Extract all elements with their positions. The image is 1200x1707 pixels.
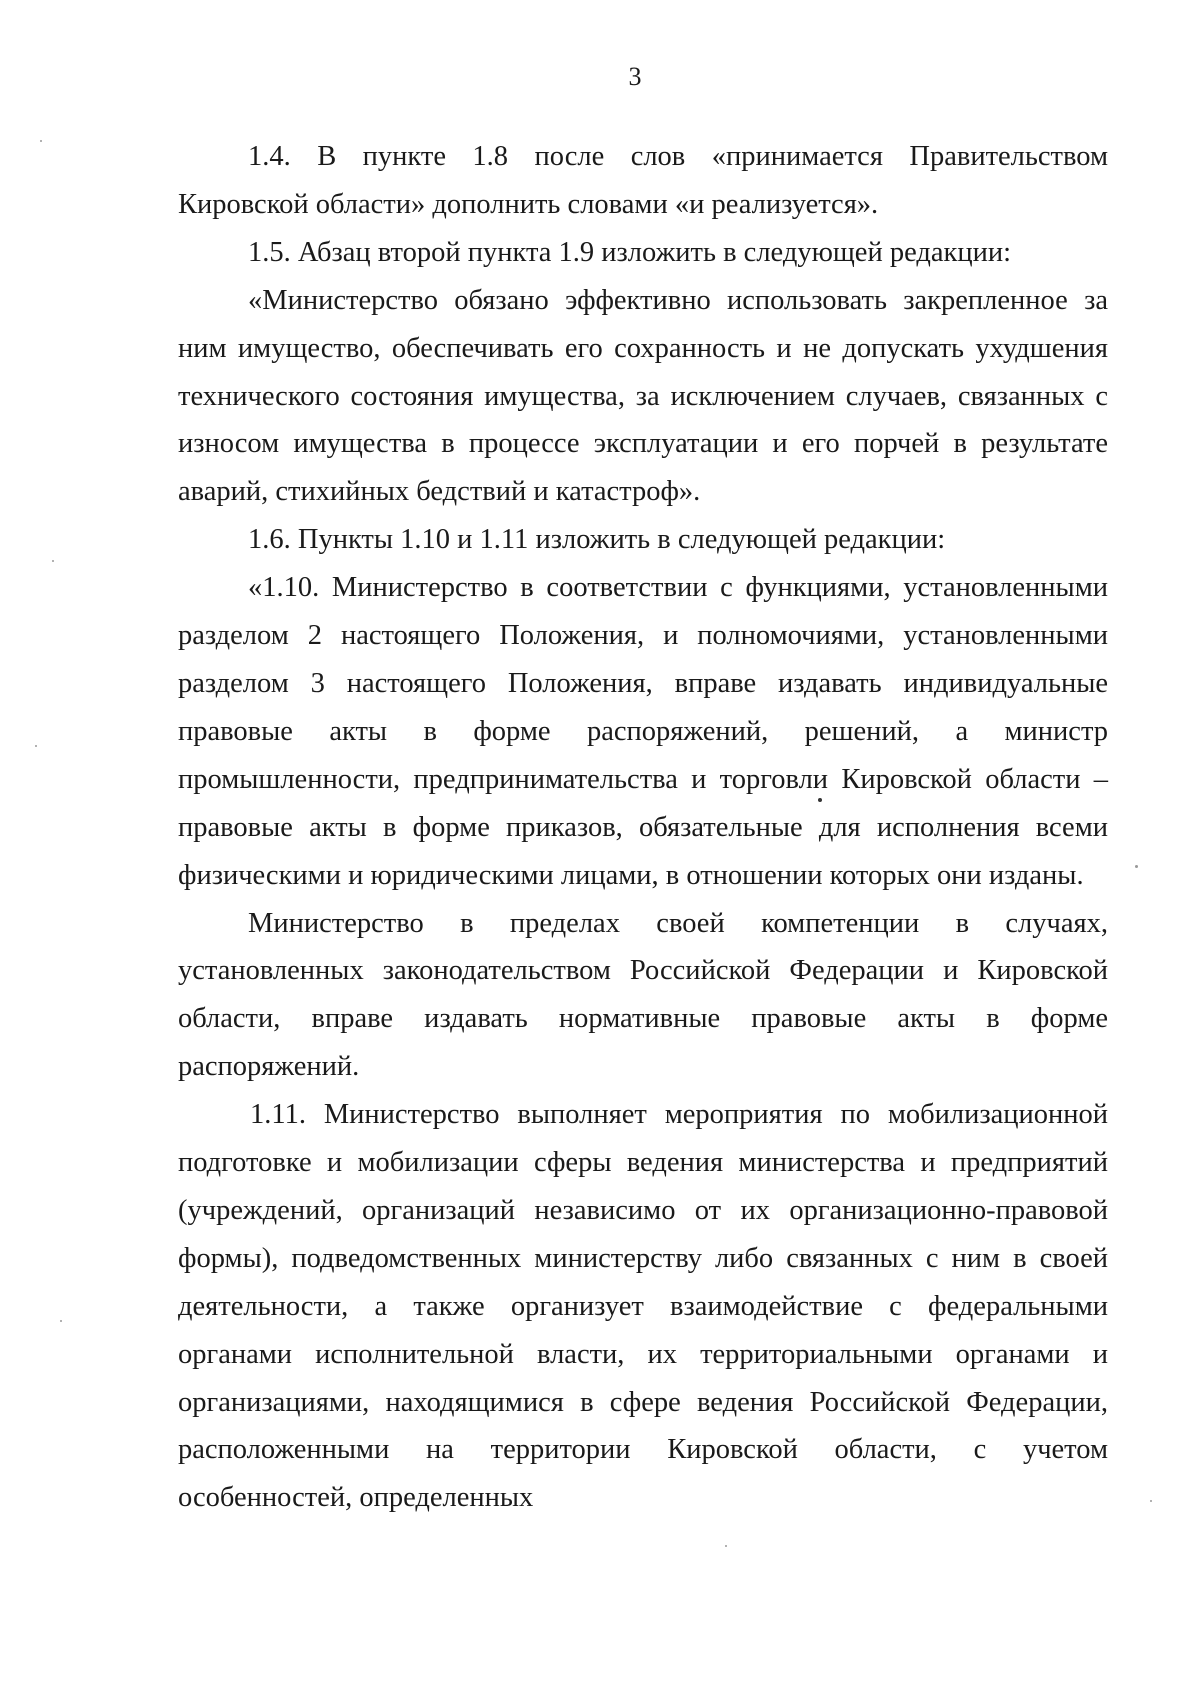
paragraph-1-5-quote: «Министерство обязано эффективно использовать закрепленное за ним имущество, обеспечивать его сохранность и не допускать ухудшения технического состояния имущества, за исключением случаев, связанных с износом имущества в процессе эксплуатации и его порчей в результате аварий, стихийных бедствий и катастроф».: [178, 284, 1108, 508]
paragraph-1-10-second: Министерство в пределах своей компетенции в случаях, установленных законодательством Российской Федерации и Кировской области, вправе издавать нормативные правовые акты в форме распоряжений.: [178, 907, 1108, 1083]
scan-speck: [60, 1320, 62, 1322]
scan-speck: [40, 140, 42, 142]
page-number: 3: [628, 62, 642, 91]
paragraph-1-4: 1.4. В пункте 1.8 после слов «принимается Правительством Кировской области» дополнить словами «и реализуется».: [178, 141, 1108, 220]
scan-speck: [52, 560, 54, 562]
scan-speck: [818, 798, 822, 802]
scan-speck: [1150, 1500, 1152, 1502]
paragraph-1-5: 1.5. Абзац второй пункта 1.9 изложить в следующей редакции:: [248, 236, 1012, 268]
scan-speck: [1135, 865, 1138, 868]
paragraph-1-11: 1.11. Министерство выполняет мероприятия по мобилизационной подготовке и мобилизации сферы ведения министерства и предприятий (учреждений, организаций независимо от их организационно-правовой формы), подведомственных министерству либо связанных с ним в своей деятельности, а также организует взаимодействие с федеральными органами исполнительной власти, их территориальными органами и организациями, находящимися в сфере ведения Российской Федерации, расположенными на территории Кировской области, с учетом особенностей, определенных: [178, 1099, 1108, 1514]
paragraph-1-10: «1.10. Министерство в соответствии с функциями, установленными разделом 2 настоящего Положения, и полномочиями, установленными разделом 3 настоящего Положения, вправе издавать индивидуальные правовые акты в форме распоряжений, решений, а министр промышленности, предпринимательства и торговли Кировской области – правовые акты в форме приказов, обязательные для исполнения всеми физическими и юридическими лицами, в отношении которых они изданы.: [178, 572, 1108, 891]
scan-speck: [725, 1545, 727, 1547]
document-body: [178, 133, 1108, 1522]
scan-speck: [35, 745, 37, 747]
paragraph-1-6: 1.6. Пункты 1.10 и 1.11 изложить в следующей редакции:: [248, 524, 946, 556]
